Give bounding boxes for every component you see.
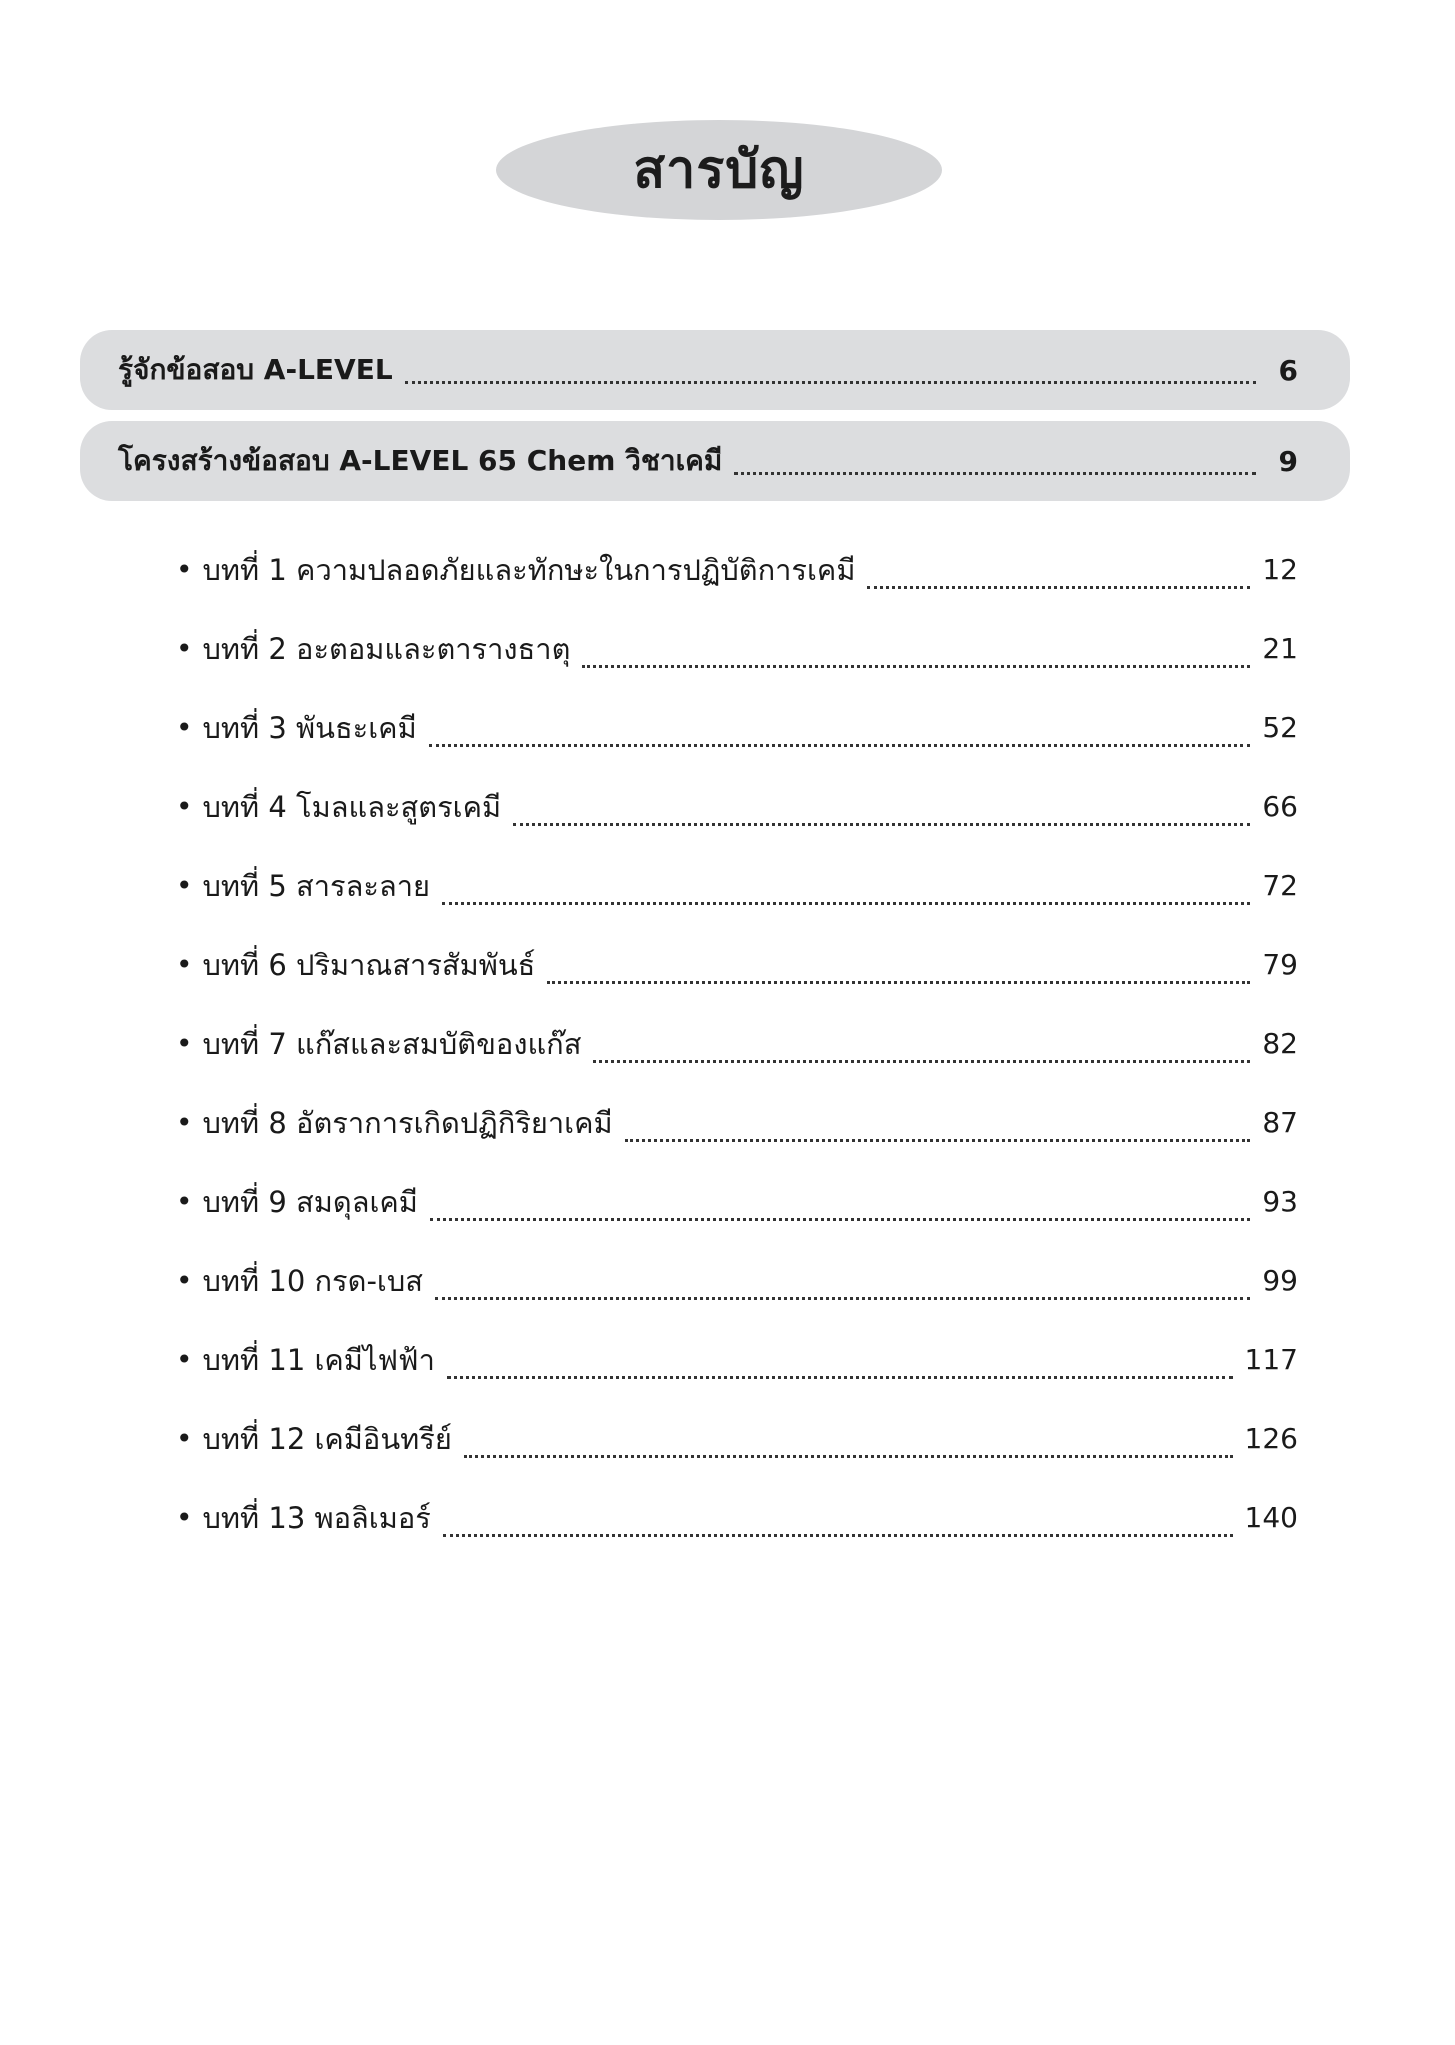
toc-chapter-13[interactable]	[176, 1478, 1298, 1557]
toc-chapter-3[interactable]	[176, 688, 1298, 767]
dot-leader	[429, 744, 1251, 747]
chapter-page-number: 126	[1244, 1422, 1298, 1455]
chapter-label: บทที่ 10 กรด-เบส	[202, 1263, 423, 1298]
dot-leader	[430, 1218, 1250, 1221]
bullet-icon: •	[176, 631, 193, 665]
toc-page-number: 6	[1278, 353, 1298, 387]
dot-leader	[625, 1139, 1251, 1142]
bullet-icon: •	[176, 789, 193, 823]
toc-chapter-4[interactable]	[176, 767, 1298, 846]
dot-leader	[435, 1297, 1250, 1300]
toc-chapter-11[interactable]	[176, 1320, 1298, 1399]
chapter-label: บทที่ 7 แก๊สและสมบัติของแก๊ส	[202, 1026, 582, 1061]
toc-chapter-6[interactable]	[176, 925, 1298, 1004]
chapter-label: บทที่ 5 สารละลาย	[202, 868, 430, 903]
chapter-label: บทที่ 6 ปริมาณสารสัมพันธ์	[202, 947, 536, 982]
chapter-label: บทที่ 9 สมดุลเคมี	[202, 1184, 418, 1219]
chapter-label: บทที่ 12 เคมีอินทรีย์	[202, 1421, 452, 1456]
page-title: สารบัญ	[633, 140, 805, 200]
bullet-icon: •	[176, 1184, 193, 1218]
bullet-icon: •	[176, 1263, 193, 1297]
chapter-label: บทที่ 11 เคมีไฟฟ้า	[202, 1342, 435, 1377]
chapter-label: บทที่ 3 พันธะเคมี	[202, 710, 417, 745]
dot-leader	[443, 1534, 1233, 1537]
dot-leader	[593, 1060, 1250, 1063]
bullet-icon: •	[176, 868, 193, 902]
chapter-page-number: 72	[1262, 869, 1298, 902]
chapter-label: บทที่ 1 ความปลอดภัยและทักษะในการปฏิบัติการเคมี	[202, 552, 856, 587]
bullet-icon: •	[176, 1421, 193, 1455]
dot-leader	[447, 1376, 1233, 1379]
chapter-list	[176, 530, 1298, 1557]
dot-leader	[513, 823, 1250, 826]
toc-chapter-12[interactable]	[176, 1399, 1298, 1478]
chapter-page-number: 21	[1262, 632, 1298, 665]
toc-section-label: โครงสร้างข้อสอบ A-LEVEL 65 Chem วิชาเคมี	[118, 444, 723, 477]
chapter-page-number: 93	[1262, 1185, 1298, 1218]
chapter-page-number: 87	[1262, 1106, 1298, 1139]
bullet-icon: •	[176, 1500, 193, 1534]
dot-leader	[442, 902, 1250, 905]
title-banner	[496, 120, 942, 220]
dot-leader	[734, 472, 1256, 475]
bullet-icon: •	[176, 947, 193, 981]
dot-leader	[405, 381, 1256, 384]
dot-leader	[867, 586, 1250, 589]
dot-leader	[582, 665, 1250, 668]
dot-leader	[547, 981, 1250, 984]
toc-chapter-8[interactable]	[176, 1083, 1298, 1162]
toc-chapter-10[interactable]	[176, 1241, 1298, 1320]
chapter-page-number: 52	[1262, 711, 1298, 744]
toc-page-number: 9	[1278, 444, 1298, 478]
chapter-page-number: 82	[1262, 1027, 1298, 1060]
chapter-page-number: 117	[1244, 1343, 1298, 1376]
chapter-label: บทที่ 13 พอลิเมอร์	[202, 1500, 431, 1535]
toc-chapter-7[interactable]	[176, 1004, 1298, 1083]
dot-leader	[464, 1455, 1233, 1458]
bullet-icon: •	[176, 1342, 193, 1376]
toc-chapter-2[interactable]	[176, 609, 1298, 688]
toc-section-label: รู้จักข้อสอบ A-LEVEL	[118, 353, 393, 386]
toc-chapter-9[interactable]	[176, 1162, 1298, 1241]
chapter-page-number: 79	[1262, 948, 1298, 981]
bullet-icon: •	[176, 1026, 193, 1060]
chapter-label: บทที่ 8 อัตราการเกิดปฏิกิริยาเคมี	[202, 1105, 613, 1140]
toc-chapter-1[interactable]	[176, 530, 1298, 609]
bullet-icon: •	[176, 710, 193, 744]
toc-section-exam-structure[interactable]	[80, 421, 1350, 501]
chapter-label: บทที่ 2 อะตอมและตารางธาตุ	[202, 631, 571, 666]
chapter-page-number: 140	[1244, 1501, 1298, 1534]
chapter-page-number: 99	[1262, 1264, 1298, 1297]
toc-chapter-5[interactable]	[176, 846, 1298, 925]
toc-section-know-exam[interactable]	[80, 330, 1350, 410]
chapter-page-number: 12	[1262, 553, 1298, 586]
bullet-icon: •	[176, 552, 193, 586]
chapter-page-number: 66	[1262, 790, 1298, 823]
bullet-icon: •	[176, 1105, 193, 1139]
chapter-label: บทที่ 4 โมลและสูตรเคมี	[202, 789, 502, 824]
